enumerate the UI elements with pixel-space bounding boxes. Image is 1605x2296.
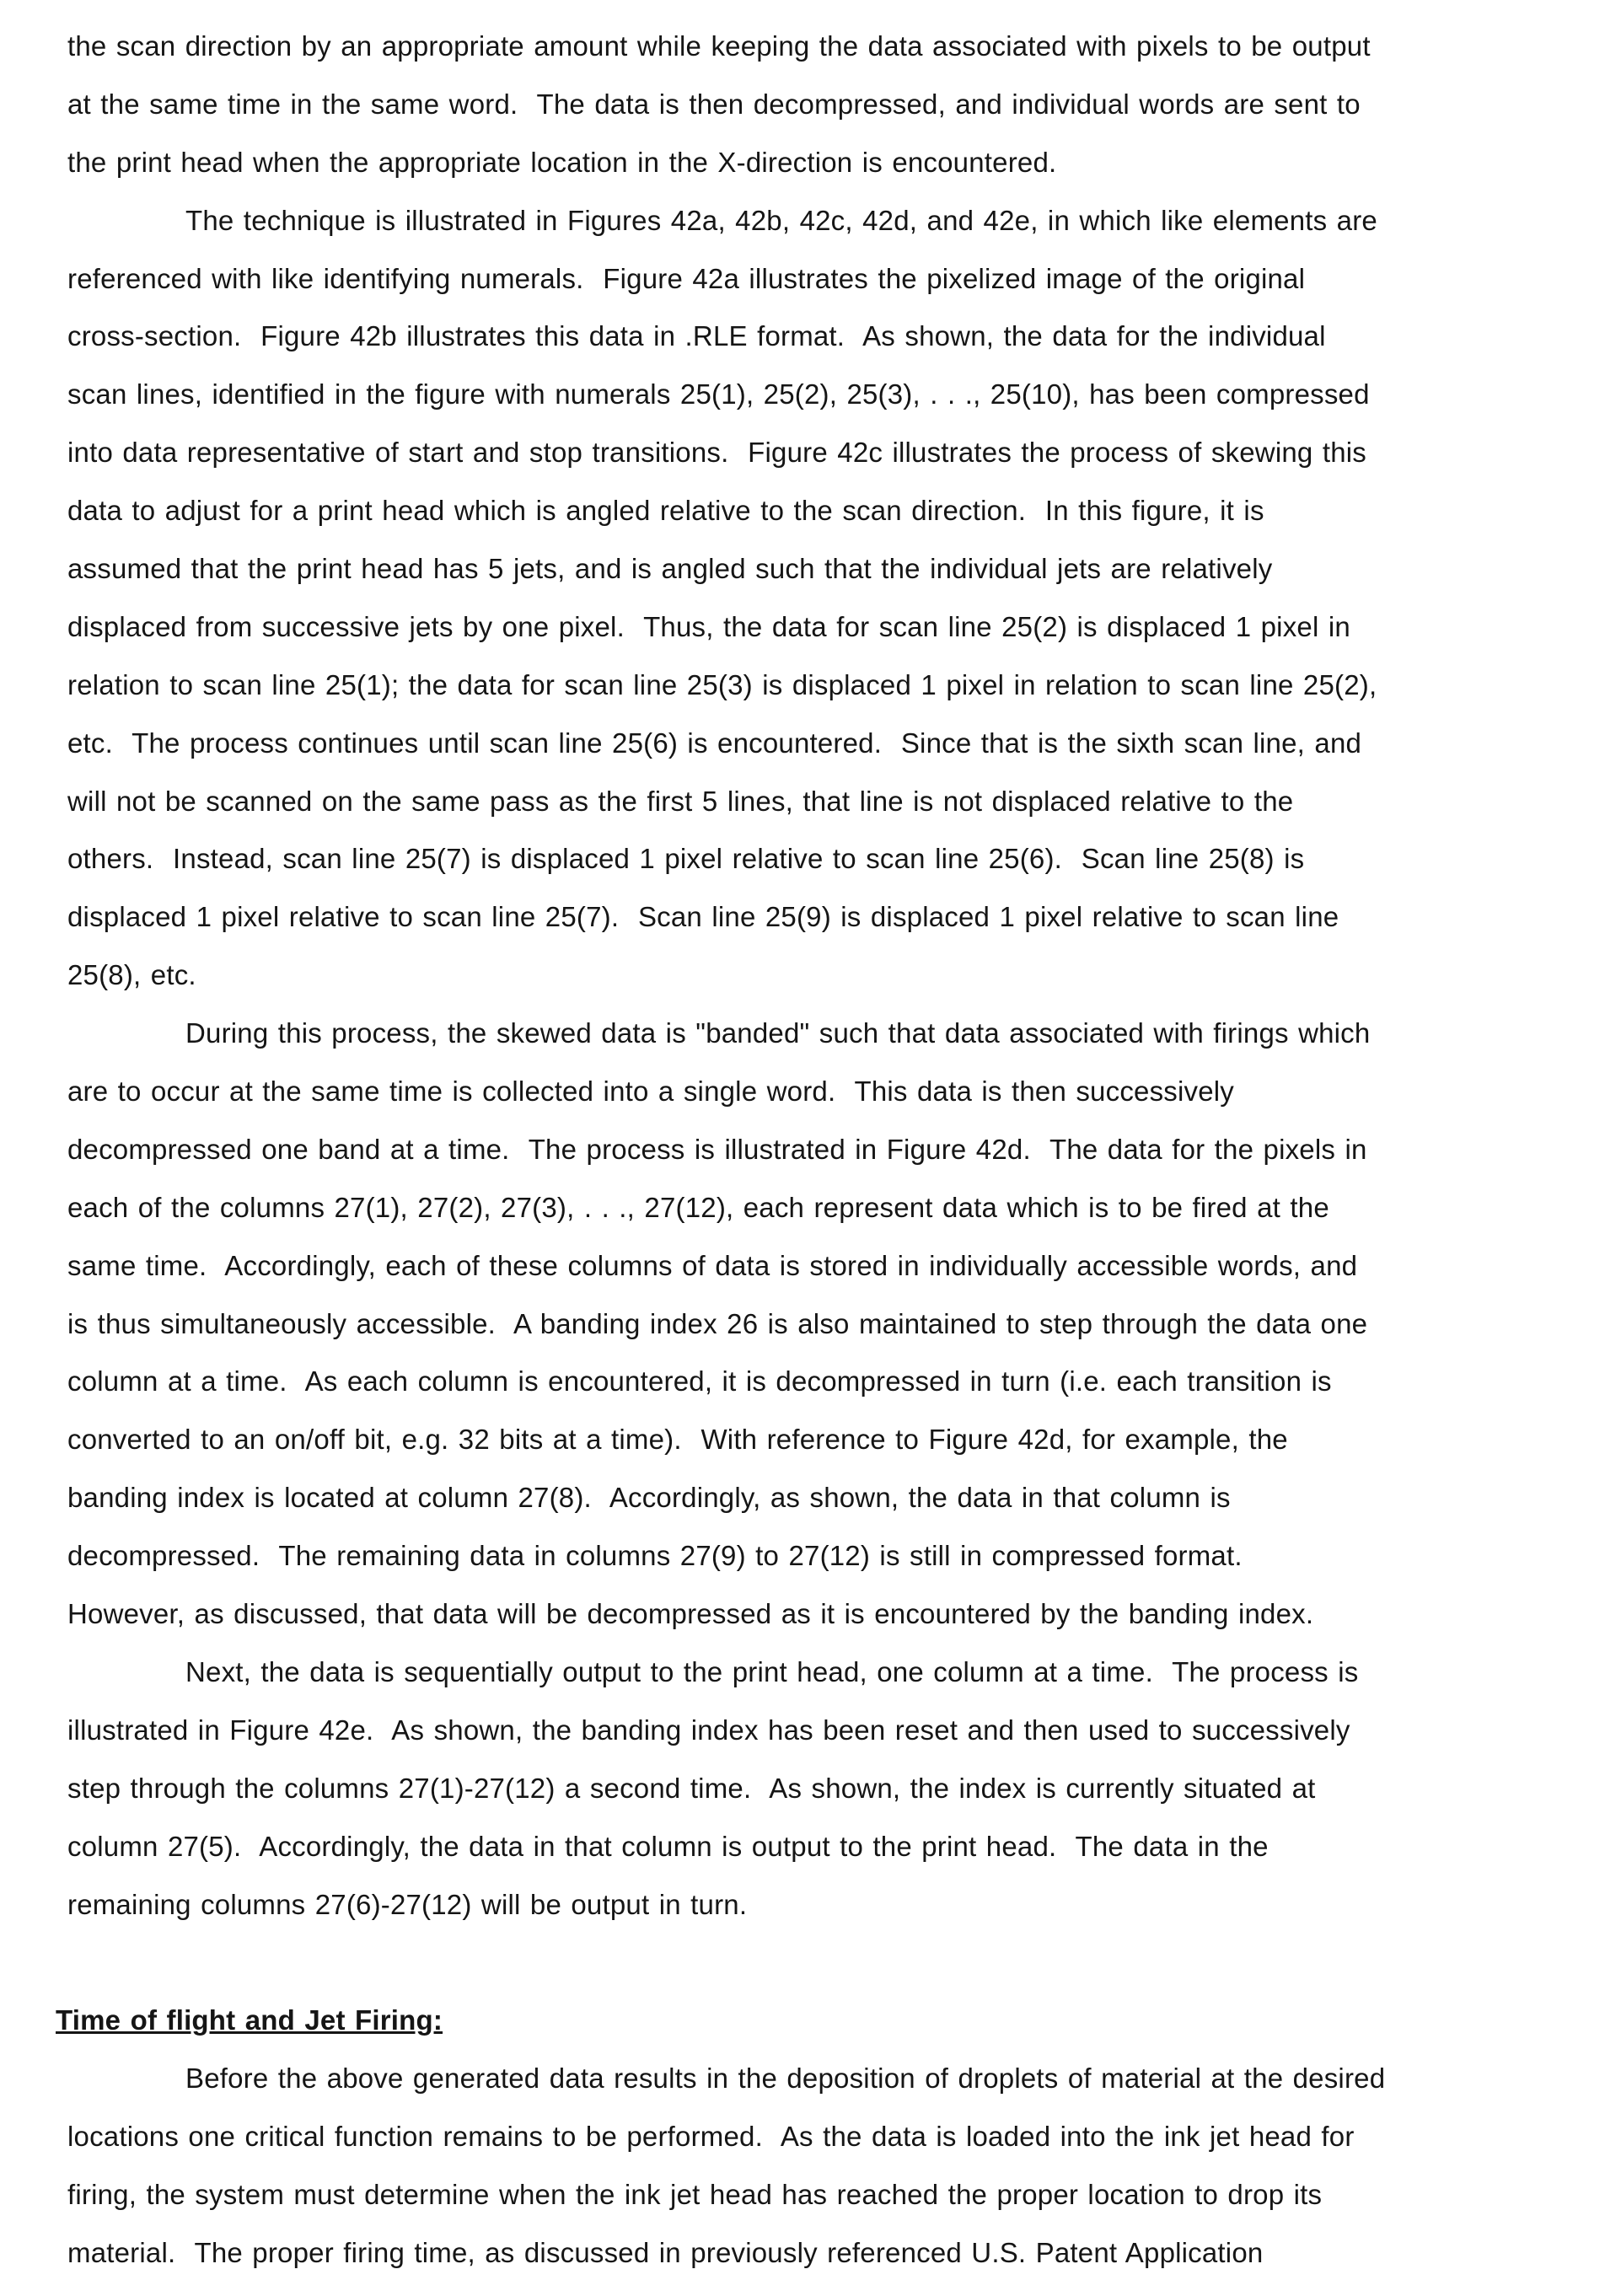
text-line: During this process, the skewed data is "banded" such that data associated with firings which <box>67 1005 1568 1063</box>
text-line: each of the columns 27(1), 27(2), 27(3), . . ., 27(12), each represent data which is to be fired at the <box>67 1179 1568 1237</box>
text-line: column 27(5). Accordingly, the data in that column is output to the print head. The data in the <box>67 1818 1568 1876</box>
text-line: etc. The process continues until scan line 25(6) is encountered. Since that is the sixth scan line, and <box>67 715 1568 773</box>
text-line: will not be scanned on the same pass as the first 5 lines, that line is not displaced relative to the <box>67 773 1568 831</box>
text-line: decompressed. The remaining data in columns 27(9) to 27(12) is still in compressed format. <box>67 1527 1568 1585</box>
body-text <box>67 18 1568 1934</box>
paragraph <box>67 18 1568 192</box>
section-heading: Time of flight and Jet Firing: <box>56 1992 1568 2050</box>
text-line: others. Instead, scan line 25(7) is displaced 1 pixel relative to scan line 25(6). Scan line 25(8) is <box>67 830 1568 888</box>
text-line: data to adjust for a print head which is angled relative to the scan direction. In this figure, it is <box>67 482 1568 540</box>
text-line: displaced 1 pixel relative to scan line 25(7). Scan line 25(9) is displaced 1 pixel relative to scan line <box>67 888 1568 947</box>
text-line: are to occur at the same time is collected into a single word. This data is then successively <box>67 1063 1568 1121</box>
text-line: referenced with like identifying numerals. Figure 42a illustrates the pixelized image of the original <box>67 250 1568 308</box>
text-line: remaining columns 27(6)-27(12) will be output in turn. <box>67 1876 1568 1934</box>
paragraph <box>67 192 1568 1005</box>
text-line: converted to an on/off bit, e.g. 32 bits at a time). With reference to Figure 42d, for example, the <box>67 1411 1568 1469</box>
document-page <box>67 18 1568 2283</box>
text-line: illustrated in Figure 42e. As shown, the banding index has been reset and then used to successively <box>67 1702 1568 1760</box>
text-line: Before the above generated data results in the deposition of droplets of material at the desired <box>67 2050 1568 2108</box>
text-line: locations one critical function remains to be performed. As the data is loaded into the ink jet head for <box>67 2108 1568 2166</box>
text-line: Next, the data is sequentially output to the print head, one column at a time. The process is <box>67 1644 1568 1702</box>
blank-line <box>67 1934 1568 1992</box>
text-line: firing, the system must determine when the ink jet head has reached the proper location to drop its <box>67 2166 1568 2224</box>
text-line: cross-section. Figure 42b illustrates this data in .RLE format. As shown, the data for the individual <box>67 308 1568 366</box>
text-line: column at a time. As each column is encountered, it is decompressed in turn (i.e. each transition is <box>67 1353 1568 1411</box>
paragraph <box>67 2050 1568 2283</box>
section-text <box>67 2050 1568 2283</box>
text-line: The technique is illustrated in Figures 42a, 42b, 42c, 42d, and 42e, in which like elements are <box>67 192 1568 250</box>
text-line: material. The proper firing time, as discussed in previously referenced U.S. Patent Application <box>67 2224 1568 2283</box>
text-line: step through the columns 27(1)-27(12) a second time. As shown, the index is currently situated at <box>67 1760 1568 1818</box>
paragraph <box>67 1005 1568 1644</box>
text-line: assumed that the print head has 5 jets, and is angled such that the individual jets are relatively <box>67 540 1568 598</box>
paragraph <box>67 1644 1568 1934</box>
text-line: decompressed one band at a time. The process is illustrated in Figure 42d. The data for the pixels in <box>67 1121 1568 1179</box>
text-line: into data representative of start and stop transitions. Figure 42c illustrates the process of skewing this <box>67 424 1568 482</box>
text-line: at the same time in the same word. The data is then decompressed, and individual words are sent to <box>67 76 1568 134</box>
text-line: scan lines, identified in the figure with numerals 25(1), 25(2), 25(3), . . ., 25(10), has been compressed <box>67 366 1568 424</box>
text-line: banding index is located at column 27(8). Accordingly, as shown, the data in that column is <box>67 1469 1568 1527</box>
text-line: However, as discussed, that data will be decompressed as it is encountered by the banding index. <box>67 1585 1568 1644</box>
text-line: is thus simultaneously accessible. A banding index 26 is also maintained to step through the data one <box>67 1296 1568 1354</box>
text-line: the scan direction by an appropriate amount while keeping the data associated with pixels to be output <box>67 18 1568 76</box>
text-line: the print head when the appropriate location in the X-direction is encountered. <box>67 134 1568 192</box>
text-line: relation to scan line 25(1); the data for scan line 25(3) is displaced 1 pixel in relation to scan line 25(2), <box>67 657 1568 715</box>
text-line: 25(8), etc. <box>67 947 1568 1005</box>
text-line: displaced from successive jets by one pixel. Thus, the data for scan line 25(2) is displaced 1 pixel in <box>67 598 1568 657</box>
text-line: same time. Accordingly, each of these columns of data is stored in individually accessible words, and <box>67 1237 1568 1296</box>
